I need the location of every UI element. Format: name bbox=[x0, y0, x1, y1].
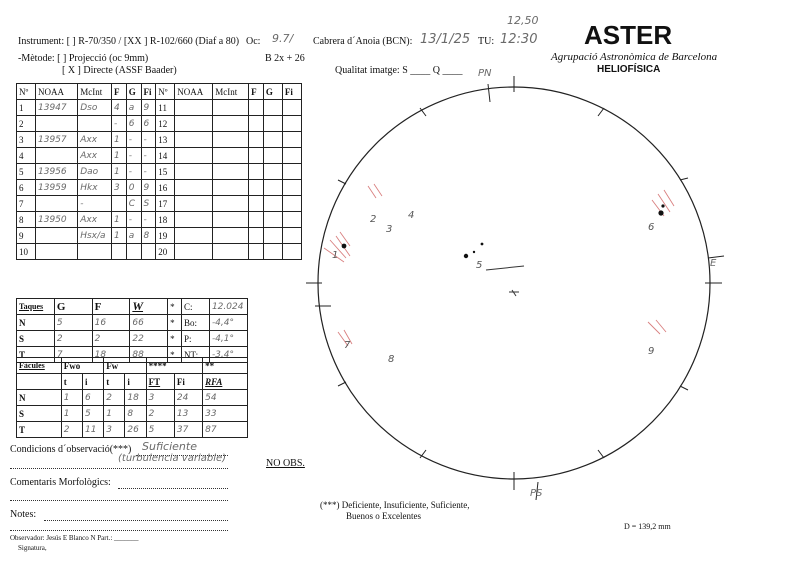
spots-row-label: S bbox=[17, 331, 55, 347]
faculae-cell: 8 bbox=[125, 406, 146, 422]
mcint-cell: Dao bbox=[78, 164, 112, 180]
f-cell: 1 bbox=[111, 148, 126, 164]
col-f2: F bbox=[249, 84, 264, 100]
g-cell: - bbox=[126, 212, 141, 228]
no-obs-label: NO OBS. bbox=[266, 458, 305, 469]
row-number: 3 bbox=[17, 132, 36, 148]
row-number: 7 bbox=[17, 196, 36, 212]
spots-star-cell: * bbox=[168, 347, 182, 363]
row-number: 9 bbox=[17, 228, 36, 244]
faculae-row-label: S bbox=[17, 406, 62, 422]
fac-col-ft: FT bbox=[146, 374, 174, 390]
tu-label: TU: bbox=[478, 36, 495, 47]
f-cell: 1 bbox=[111, 164, 126, 180]
row-number-2: 16 bbox=[156, 180, 175, 196]
spots-row-label: T bbox=[17, 347, 55, 363]
faculae-cell: 87 bbox=[203, 422, 248, 438]
mcint-cell: Axx bbox=[78, 132, 112, 148]
noaa-cell: 13957 bbox=[36, 132, 78, 148]
col-g: G bbox=[126, 84, 141, 100]
instrument-line: Instrument: [ ] R-70/350 / [XX ] R-102/660 (Diaf a 80) bbox=[18, 36, 240, 47]
fw-header: Fw bbox=[104, 358, 146, 374]
observation-date: 13/1/25 bbox=[420, 32, 471, 47]
row-number-2: 20 bbox=[156, 244, 175, 260]
fac-col-fi: Fi bbox=[174, 374, 202, 390]
marker-5: 5 bbox=[476, 260, 483, 271]
col-g2: G bbox=[263, 84, 282, 100]
row-number-2: 13 bbox=[156, 132, 175, 148]
g-cell: 0 bbox=[126, 180, 141, 196]
col-f: F bbox=[111, 84, 126, 100]
g-cell: - bbox=[126, 132, 141, 148]
fi-cell: 6 bbox=[141, 116, 156, 132]
marker-8: 8 bbox=[388, 354, 395, 365]
conditions-value: Suficiente bbox=[142, 440, 197, 453]
marker-6: 6 bbox=[648, 222, 655, 233]
fi-cell: - bbox=[141, 148, 156, 164]
conditions-label: Condicions d´observació(***) bbox=[10, 444, 132, 455]
row-number-2: 12 bbox=[156, 116, 175, 132]
fi-cell: - bbox=[141, 132, 156, 148]
marker-7: 7 bbox=[344, 340, 351, 351]
org-subtitle: Agrupació Astronòmica de Barcelona bbox=[551, 51, 718, 63]
fac-col-i2: i bbox=[125, 374, 146, 390]
disk-label-pn: PN bbox=[478, 68, 492, 79]
faculae-cell: 3 bbox=[146, 390, 174, 406]
spots-title: Taques bbox=[17, 299, 55, 315]
fac-col-t1: t bbox=[61, 374, 82, 390]
faculae-row-label: T bbox=[17, 422, 62, 438]
image-quality: Qualitat imatge: S ____ Q ____ bbox=[335, 65, 463, 76]
f-cell: 4 bbox=[111, 100, 126, 116]
spots-col-w: W bbox=[130, 299, 168, 315]
location-label: Cabrera d´Anoia (BCN): bbox=[313, 36, 413, 47]
row-number: 5 bbox=[17, 164, 36, 180]
f-cell: 1 bbox=[111, 132, 126, 148]
fi-cell: 8 bbox=[141, 228, 156, 244]
mcint-cell: Hkx bbox=[78, 180, 112, 196]
coord-value: -4,4° bbox=[209, 315, 247, 331]
stars-header: **** bbox=[146, 358, 203, 374]
spots-g-cell: 2 bbox=[54, 331, 92, 347]
faculae-cell: 54 bbox=[203, 390, 248, 406]
solar-disk bbox=[318, 87, 710, 479]
row-number-2: 14 bbox=[156, 148, 175, 164]
faculae-cell: 1 bbox=[104, 406, 125, 422]
f-cell: - bbox=[111, 116, 126, 132]
tu-value: 12:30 bbox=[500, 32, 538, 47]
faculae-cell: 26 bbox=[125, 422, 146, 438]
fi-cell: 9 bbox=[141, 180, 156, 196]
row-number: 2 bbox=[17, 116, 36, 132]
marker-4: 4 bbox=[408, 210, 415, 221]
disk-label-ps: PS bbox=[530, 488, 543, 499]
coord-value: -4,1° bbox=[209, 331, 247, 347]
spots-col-g: G bbox=[54, 299, 92, 315]
g-cell: 6 bbox=[126, 116, 141, 132]
coord-key: P: bbox=[182, 331, 210, 347]
c-label: C: bbox=[182, 299, 210, 315]
faculae-cell: 37 bbox=[174, 422, 202, 438]
g-cell: - bbox=[126, 164, 141, 180]
group-markers bbox=[332, 210, 654, 365]
faculae-cell: 2 bbox=[104, 390, 125, 406]
observer: Observador: Jesús E Blanco N Part.: _______ bbox=[10, 534, 139, 542]
spots-w-cell: 22 bbox=[130, 331, 168, 347]
notes-label: Notes: bbox=[10, 509, 37, 520]
spots-f-cell: 18 bbox=[92, 347, 130, 363]
disk-ticks bbox=[306, 76, 724, 500]
org-title: ASTER bbox=[584, 20, 673, 50]
oc-label: Oc: bbox=[246, 36, 261, 47]
sketch-lines bbox=[486, 266, 524, 296]
faculae-cell: 13 bbox=[174, 406, 202, 422]
coord-key: Bo: bbox=[182, 315, 210, 331]
sunspot-5 bbox=[464, 254, 468, 258]
spots-col-star: * bbox=[168, 299, 182, 315]
col-fi: Fi bbox=[141, 84, 156, 100]
faculae-marks bbox=[324, 184, 674, 346]
faculae-cell: 1 bbox=[61, 406, 82, 422]
spots-star-cell: * bbox=[168, 315, 182, 331]
col-n2: Nº bbox=[156, 84, 175, 100]
disk-label-e: E bbox=[710, 258, 717, 269]
diameter-label: D = 139,2 mm bbox=[624, 522, 671, 531]
faculae-title: Fàcules bbox=[17, 358, 62, 374]
spots-row-label: N bbox=[17, 315, 55, 331]
marker-1: 1 bbox=[332, 250, 339, 261]
spots-star-cell: * bbox=[168, 331, 182, 347]
g-cell: a bbox=[126, 100, 141, 116]
faculae-cell: 33 bbox=[203, 406, 248, 422]
f-cell: 1 bbox=[111, 228, 126, 244]
row-number: 1 bbox=[17, 100, 36, 116]
marker-9: 9 bbox=[648, 346, 655, 357]
noaa-cell: 13959 bbox=[36, 180, 78, 196]
g-cell: a bbox=[126, 228, 141, 244]
noaa-cell: 13950 bbox=[36, 212, 78, 228]
mcint-cell: Axx bbox=[78, 148, 112, 164]
faculae-cell: 6 bbox=[82, 390, 103, 406]
fi-cell: - bbox=[141, 164, 156, 180]
spots-g-cell: 7 bbox=[54, 347, 92, 363]
row-number-2: 18 bbox=[156, 212, 175, 228]
faculae-cell: 3 bbox=[104, 422, 125, 438]
fi-cell: S bbox=[141, 196, 156, 212]
sunspot-1 bbox=[342, 244, 347, 249]
marker-2: 2 bbox=[370, 214, 377, 225]
col-n: Nº bbox=[17, 84, 36, 100]
faculae-cell: 1 bbox=[61, 390, 82, 406]
spots-f-cell: 16 bbox=[92, 315, 130, 331]
oc-value: 9.7/ bbox=[272, 32, 294, 45]
fwo-header: Fwo bbox=[61, 358, 103, 374]
row-number: 4 bbox=[17, 148, 36, 164]
sunspot-6 bbox=[658, 210, 663, 215]
row-number-2: 17 bbox=[156, 196, 175, 212]
spots-g-cell: 5 bbox=[54, 315, 92, 331]
faculae-cell: 2 bbox=[146, 406, 174, 422]
morpho-label: Comentaris Morfològics: bbox=[10, 477, 111, 488]
tu-value-alt: 12,50 bbox=[507, 14, 539, 27]
barlow-label: B 2x + 26 bbox=[265, 53, 305, 64]
noaa-cell: 13956 bbox=[36, 164, 78, 180]
g-cell: C bbox=[126, 196, 141, 212]
col-mcint2: McInt bbox=[213, 84, 249, 100]
conditions-detail: (turbulencia variable) bbox=[118, 453, 227, 464]
spots-col-f: F bbox=[92, 299, 130, 315]
marker-3: 3 bbox=[386, 224, 393, 235]
row-number: 10 bbox=[17, 244, 36, 260]
col-noaa: NOAA bbox=[36, 84, 78, 100]
spots-w-cell: 66 bbox=[130, 315, 168, 331]
f-cell: 3 bbox=[111, 180, 126, 196]
legend-line-2: Buenos o Excelentes bbox=[346, 511, 421, 521]
spots-w-cell: 88 bbox=[130, 347, 168, 363]
col-fi2: Fi bbox=[282, 84, 301, 100]
double-star-header: ** bbox=[203, 358, 248, 374]
row-number: 6 bbox=[17, 180, 36, 196]
fi-cell: 9 bbox=[141, 100, 156, 116]
method-line-2: [ X ] Directe (ASSF Baader) bbox=[62, 65, 177, 76]
faculae-cell: 24 bbox=[174, 390, 202, 406]
coord-value: -3,4° bbox=[209, 347, 247, 363]
faculae-cell: 5 bbox=[146, 422, 174, 438]
coord-key: NT: bbox=[182, 347, 210, 363]
faculae-row-label: N bbox=[17, 390, 62, 406]
mcint-cell: Hsx/a bbox=[78, 228, 112, 244]
spots-f-cell: 2 bbox=[92, 331, 130, 347]
legend-line-1: (***) Deficiente, Insuficiente, Suficiente, bbox=[320, 500, 470, 510]
method-line-1: -Mètode: [ ] Projecció (oc 9mm) bbox=[18, 53, 149, 64]
fac-col-i1: i bbox=[82, 374, 103, 390]
fi-cell: - bbox=[141, 212, 156, 228]
faculae-cell: 5 bbox=[82, 406, 103, 422]
fac-col-t2: t bbox=[104, 374, 125, 390]
row-number-2: 19 bbox=[156, 228, 175, 244]
faculae-cell: 11 bbox=[82, 422, 103, 438]
mcint-cell: - bbox=[78, 196, 112, 212]
row-number: 8 bbox=[17, 212, 36, 228]
c-value: 12.024 bbox=[209, 299, 247, 315]
row-number-2: 11 bbox=[156, 100, 175, 116]
col-noaa2: NOAA bbox=[175, 84, 213, 100]
fac-col-rfa: RFA bbox=[203, 374, 248, 390]
org-section: HELIOFÍSICA bbox=[597, 64, 661, 75]
mcint-cell: Dso bbox=[78, 100, 112, 116]
signature-label: Signatura, bbox=[18, 544, 47, 552]
g-cell: - bbox=[126, 148, 141, 164]
row-number-2: 15 bbox=[156, 164, 175, 180]
mcint-cell: Axx bbox=[78, 212, 112, 228]
f-cell: 1 bbox=[111, 212, 126, 228]
col-mcint: McInt bbox=[78, 84, 112, 100]
faculae-cell: 18 bbox=[125, 390, 146, 406]
faculae-cell: 2 bbox=[61, 422, 82, 438]
noaa-cell: 13947 bbox=[36, 100, 78, 116]
